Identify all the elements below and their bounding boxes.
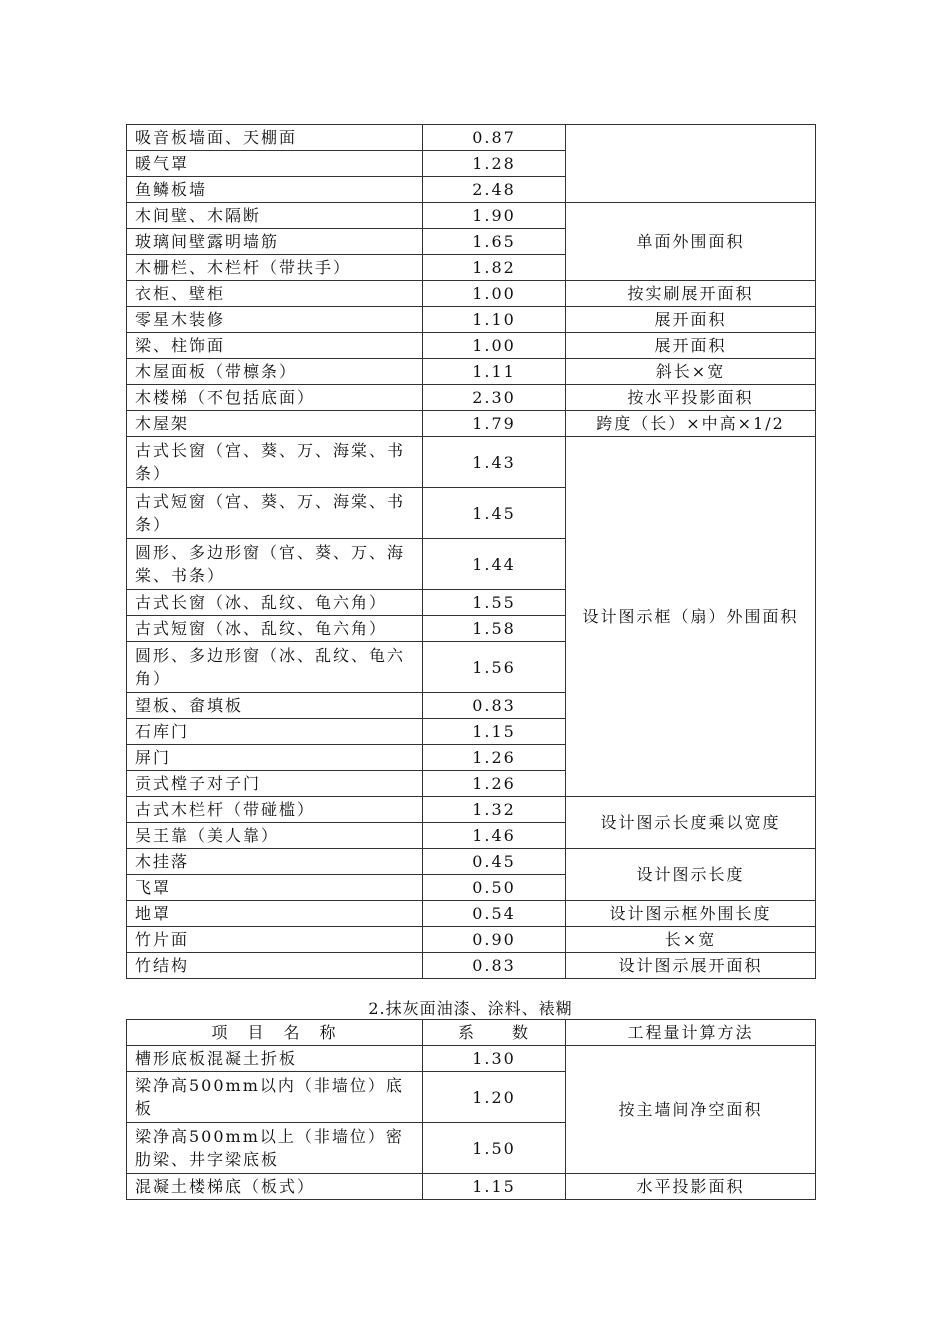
item-name: 梁净高500mm以上（非墙位）密肋梁、井字梁底板 [127,1123,423,1174]
item-name: 飞罩 [127,875,423,901]
table-row [127,125,816,151]
item-name: 衣柜、壁柜 [127,281,423,307]
calc-method: 设计图示展开面积 [566,953,816,979]
item-name: 玻璃间壁露明墙筋 [127,229,423,255]
item-name: 木栅栏、木栏杆（带扶手） [127,255,423,281]
table-row [127,203,816,229]
coefficient: 1.00 [423,333,566,359]
item-name: 竹片面 [127,927,423,953]
coefficient: 1.50 [423,1123,566,1174]
table-row [127,849,816,875]
coefficient: 1.30 [423,1046,566,1072]
table-row [127,359,816,385]
column-header-coefficient: 系 数 [423,1020,566,1046]
coefficient: 1.45 [423,488,566,539]
item-name: 古式短窗（冰、乱纹、龟六角） [127,616,423,642]
calc-method: 按实刷展开面积 [566,281,816,307]
item-name: 贡式樘子对子门 [127,771,423,797]
table-row [127,307,816,333]
item-name: 鱼鳞板墙 [127,177,423,203]
coefficient: 1.43 [423,437,566,488]
item-name: 圆形、多边形窗（官、葵、万、海棠、书条） [127,539,423,590]
coefficient-table-wood [126,124,816,979]
item-name: 望板、畲填板 [127,693,423,719]
item-name: 吴王靠（美人靠） [127,823,423,849]
item-name: 木楼梯（不包括底面） [127,385,423,411]
coefficient-table-plaster [126,1019,816,1200]
item-name: 暖气罩 [127,151,423,177]
item-name: 地罩 [127,901,423,927]
coefficient: 1.00 [423,281,566,307]
coefficient: 0.83 [423,693,566,719]
item-name: 圆形、多边形窗（冰、乱纹、龟六角） [127,642,423,693]
item-name: 古式长窗（宫、葵、万、海棠、书条） [127,437,423,488]
calc-method: 设计图示框外围长度 [566,901,816,927]
calc-method: 展开面积 [566,333,816,359]
table-row [127,1174,816,1200]
calc-method: 水平投影面积 [566,1174,816,1200]
coefficient: 0.45 [423,849,566,875]
coefficient: 1.26 [423,745,566,771]
coefficient: 2.30 [423,385,566,411]
table-row [127,411,816,437]
item-name: 竹结构 [127,953,423,979]
calc-method: 展开面积 [566,307,816,333]
table-row [127,437,816,488]
coefficient: 1.15 [423,1174,566,1200]
item-name: 屏门 [127,745,423,771]
column-header-method: 工程量计算方法 [566,1020,816,1046]
coefficient: 1.10 [423,307,566,333]
coefficient: 1.26 [423,771,566,797]
coefficient: 1.58 [423,616,566,642]
calc-method: 按水平投影面积 [566,385,816,411]
table-row [127,953,816,979]
calc-method: 斜长×宽 [566,359,816,385]
coefficient: 1.65 [423,229,566,255]
table-row [127,385,816,411]
calc-method: 设计图示长度 [566,849,816,901]
table-row [127,333,816,359]
coefficient: 1.28 [423,151,566,177]
calc-method: 单面外围面积 [566,203,816,281]
item-name: 梁、柱饰面 [127,333,423,359]
calc-method: 长×宽 [566,927,816,953]
table-row [127,901,816,927]
calc-method: 设计图示框（扇）外围面积 [566,437,816,797]
table-row [127,281,816,307]
coefficient: 1.55 [423,590,566,616]
item-name: 吸音板墙面、天棚面 [127,125,423,151]
table-row [127,797,816,823]
coefficient: 2.48 [423,177,566,203]
calc-method: 按主墙间净空面积 [566,1046,816,1174]
item-name: 零星木装修 [127,307,423,333]
coefficient: 1.79 [423,411,566,437]
item-name: 木屋架 [127,411,423,437]
table-header-row [127,1020,816,1046]
coefficient: 1.11 [423,359,566,385]
coefficient: 0.87 [423,125,566,151]
table-row [127,927,816,953]
coefficient: 1.82 [423,255,566,281]
coefficient: 1.90 [423,203,566,229]
calc-method: 设计图示长度乘以宽度 [566,797,816,849]
item-name: 古式长窗（冰、乱纹、龟六角） [127,590,423,616]
calc-method: 跨度（长）×中高×1/2 [566,411,816,437]
item-name: 混凝土楼梯底（板式） [127,1174,423,1200]
item-name: 古式短窗（宫、葵、万、海棠、书条） [127,488,423,539]
calc-method [566,125,816,203]
item-name: 梁净高500mm以内（非墙位）底板 [127,1072,423,1123]
coefficient: 1.44 [423,539,566,590]
column-header-name: 项 目 名 称 [127,1020,423,1046]
coefficient: 1.15 [423,719,566,745]
coefficient: 1.56 [423,642,566,693]
item-name: 古式木栏杆（带碰槛） [127,797,423,823]
coefficient: 0.50 [423,875,566,901]
coefficient: 0.54 [423,901,566,927]
item-name: 石库门 [127,719,423,745]
coefficient: 1.32 [423,797,566,823]
coefficient: 1.20 [423,1072,566,1123]
section-title: 2.抹灰面油漆、涂料、裱糊 [368,999,573,1018]
item-name: 木间壁、木隔断 [127,203,423,229]
item-name: 木挂落 [127,849,423,875]
coefficient: 0.90 [423,927,566,953]
item-name: 木屋面板（带檩条） [127,359,423,385]
table-row [127,1046,816,1072]
coefficient: 0.83 [423,953,566,979]
coefficient: 1.46 [423,823,566,849]
item-name: 槽形底板混凝土折板 [127,1046,423,1072]
